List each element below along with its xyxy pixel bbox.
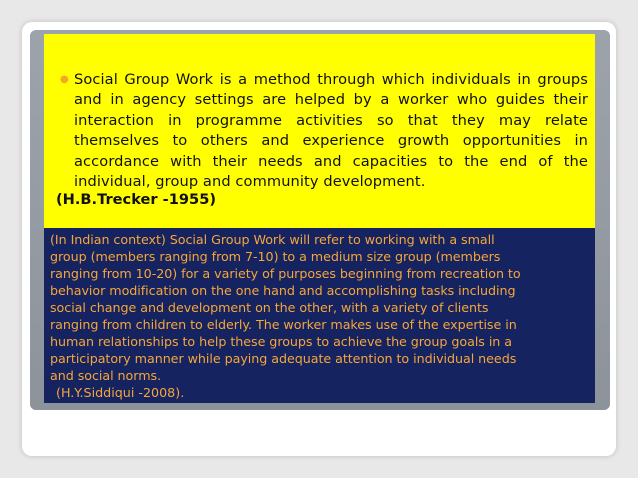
definition-trecker-box — [44, 34, 595, 228]
definition-trecker-text: Social Group Work is a method through which individuals in groups and in agency settings are helped by a worker who guides their interaction in programme activities so that they may relate themselves to others and experience growth opportunities in accordance with their needs and capacities to the end of the individual, group and community development. — [74, 71, 588, 191]
definition-line: social change and development on the other, with a variety of clients — [50, 300, 489, 316]
definition-line: (In Indian context) Social Group Work will refer to working with a small — [50, 232, 495, 247]
citation-trecker: (H.B.Trecker -1955) — [56, 191, 217, 208]
definition-siddiqui-box — [44, 228, 595, 403]
definition-line: human relationships to help these groups to achieve the group goals in a — [50, 334, 513, 350]
definition-line: behavior modification on the one hand and accomplishing tasks including — [50, 283, 516, 299]
definition-line: ranging from children to elderly. The worker makes use of the expertise in — [50, 317, 517, 333]
bullet-dot-icon: ● — [60, 74, 69, 85]
definition-line: ranging from 10-20) for a variety of purposes beginning from recreation to — [50, 266, 521, 282]
definition-siddiqui-text — [50, 231, 589, 384]
definition-line: participatory manner while paying adequate attention to individual needs — [50, 351, 517, 367]
citation-siddiqui: (H.Y.Siddiqui -2008). — [56, 385, 185, 401]
definition-line: group (members ranging from 7-10) to a medium size group (members — [50, 249, 501, 265]
bullet-item — [60, 70, 588, 192]
definition-line: and social norms. — [50, 368, 162, 384]
